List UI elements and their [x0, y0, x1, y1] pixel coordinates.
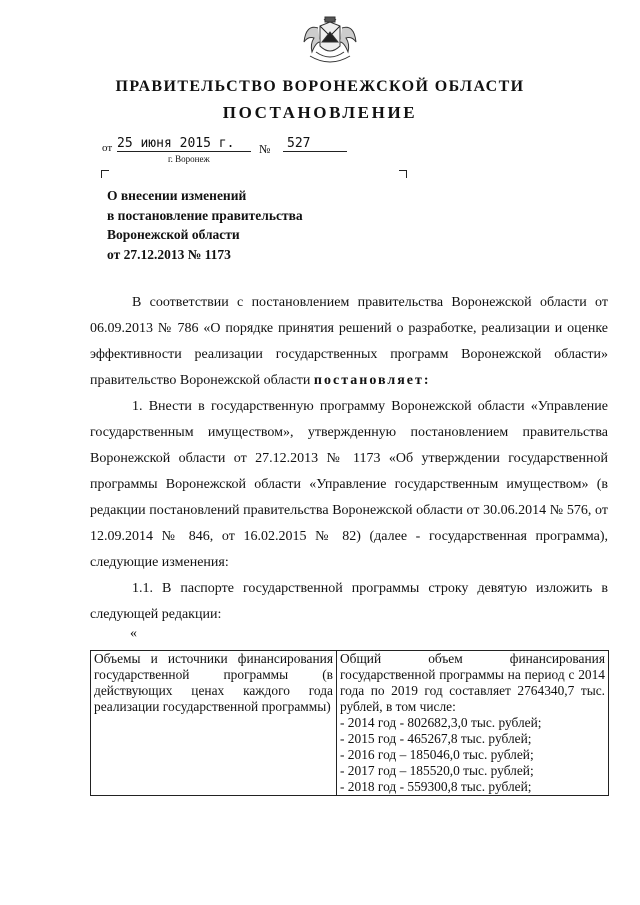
subject-block — [107, 186, 407, 264]
date-prefix: от — [102, 142, 113, 154]
corner-bracket-left — [101, 170, 109, 178]
paragraph-item-1: 1. Внести в государственную программу Воронежской области «Управление государственным имуществом», утвержденную постановлением правительства Воронежской области от 27.12.2013 № 1173 «Об утверждении государственной программы Воронежской области «Управление государственным имуществом» (в редакции постановлений правительства Воронежской области от 30.06.2014 № 576, от 12.09.2014 № 846, от 16.02.2015 № 82) (далее - государственная программа), следующие изменения: — [90, 399, 608, 570]
paragraph-preamble — [90, 290, 608, 394]
document-number: 527 — [287, 136, 311, 151]
preamble-text: В соответствии с постановлением правительства Воронежской области от 06.09.2013 № 786 «О порядке принятия решений о разработке, реализации и оценке эффективности реализации государственных программ Воронежской области» правительство Воронежской области — [90, 295, 608, 388]
body-text — [90, 290, 608, 628]
funding-year-line: - 2017 год – 185520,0 тыс. рублей; — [340, 763, 534, 778]
passport-table — [90, 650, 609, 796]
table-cell-label: Объемы и источники финансирования государственной программы (в действующих ценах каждого года реализации государственной программы) — [91, 651, 337, 796]
subject-line: Воронежской области — [107, 227, 240, 242]
date-underline — [117, 151, 251, 152]
subject-line: О внесении изменений — [107, 188, 247, 203]
city-label: г. Воронеж — [168, 154, 210, 164]
document-type-title: ПОСТАНОВЛЕНИЕ — [222, 103, 418, 122]
table-cell-value — [337, 651, 609, 796]
funding-year-line: - 2014 год - 802682,3,0 тыс. рублей; — [340, 715, 542, 730]
funding-year-line: - 2016 год – 185046,0 тыс. рублей; — [340, 747, 534, 762]
resolves-keyword: постановляет — [313, 373, 424, 388]
funding-total: Общий объем финансирования государственной программы на период с 2014 года по 2019 год составляет 2764340,7 тыс. рублей, в том числе: — [340, 651, 605, 714]
funding-year-line: - 2015 год - 465267,8 тыс. рублей; — [340, 731, 532, 746]
document-date: 25 июня 2015 г. — [117, 136, 235, 151]
number-underline — [283, 151, 347, 152]
government-name: ПРАВИТЕЛЬСТВО ВОРОНЕЖСКОЙ ОБЛАСТИ — [115, 78, 525, 95]
funding-year-line: - 2018 год - 559300,8 тыс. рублей; — [340, 779, 532, 794]
coat-of-arms-icon — [298, 12, 362, 70]
paragraph-item-1-1: 1.1. В паспорте государственной программы строку девятую изложить в следующей редакции: — [90, 581, 608, 622]
subject-line: в постановление правительства — [107, 207, 303, 223]
preamble-end: : — [423, 373, 429, 388]
opening-quote: « — [130, 626, 137, 641]
subject-line: от 27.12.2013 № 1173 — [107, 246, 231, 262]
number-prefix: № — [259, 142, 271, 156]
corner-bracket-right — [399, 170, 407, 178]
table-row — [91, 651, 609, 796]
